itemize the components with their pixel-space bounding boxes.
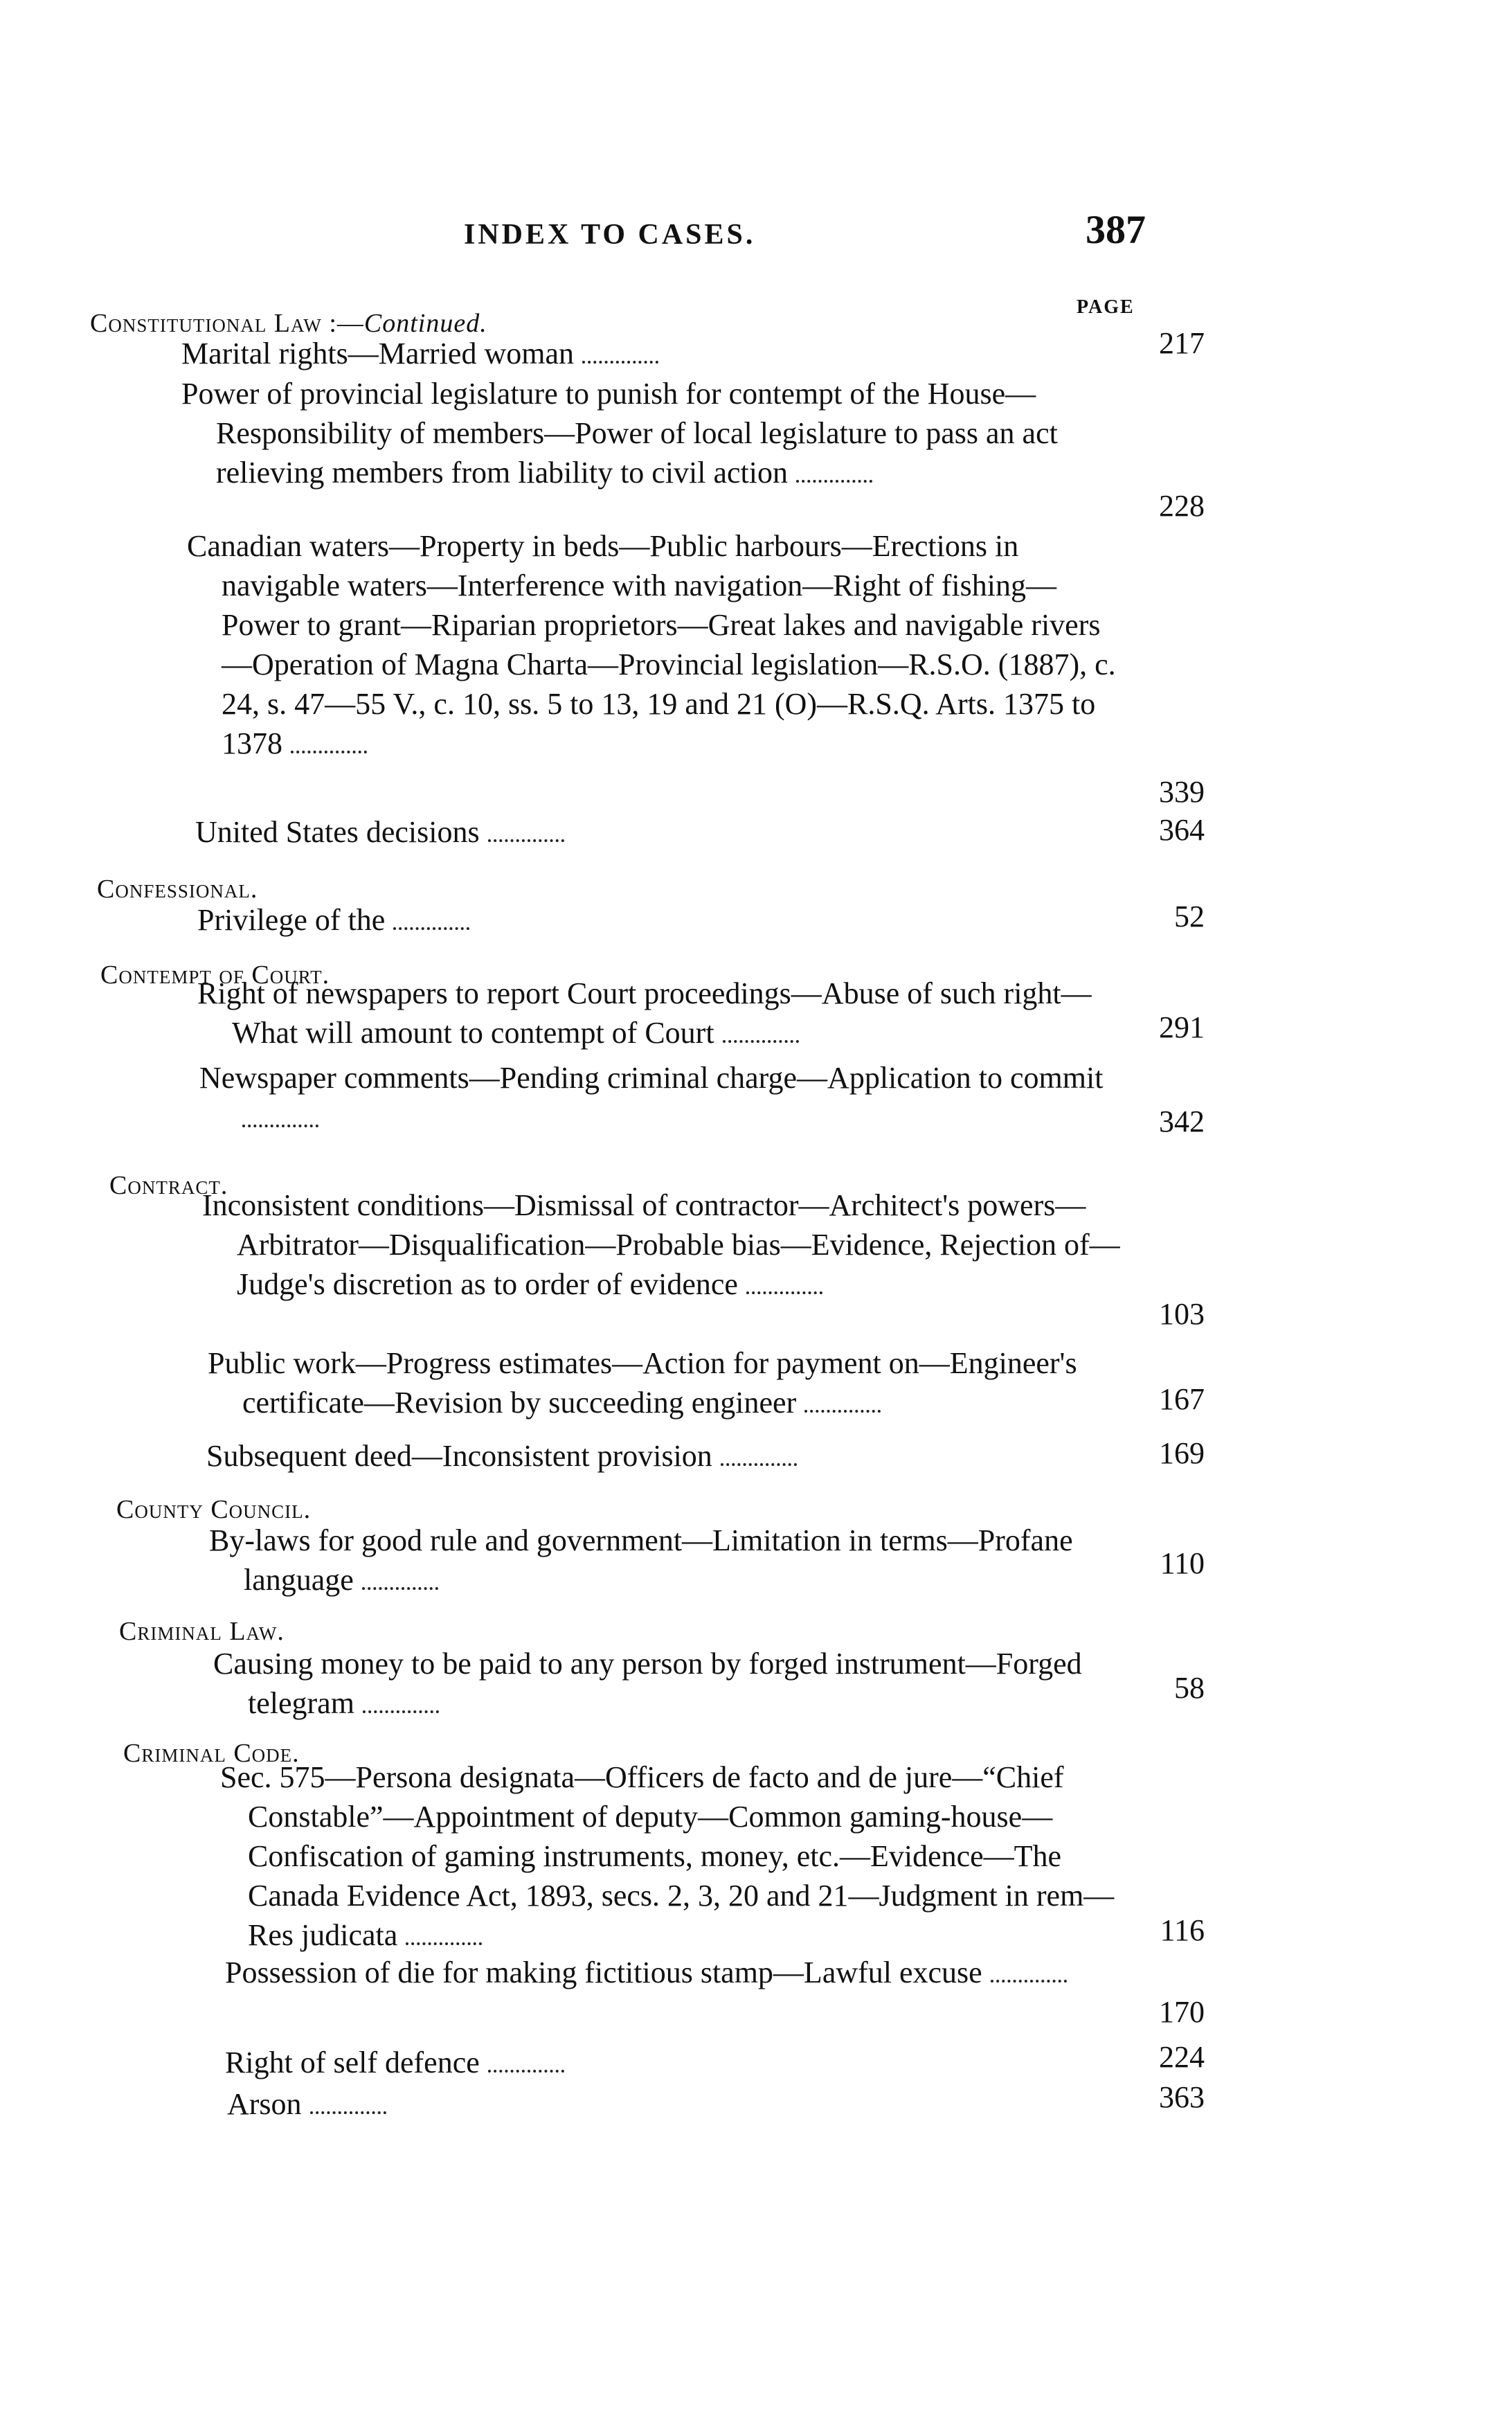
entry-text: Privilege of the (197, 903, 386, 937)
dot-leader (721, 1463, 797, 1466)
dot-leader (991, 1980, 1067, 1983)
index-entry (202, 1185, 1144, 1304)
index-entry (225, 2043, 1125, 2082)
entry-text: Causing money to be paid to any person by forged instrument—Forged telegram (213, 1647, 1082, 1720)
index-entry (181, 374, 1116, 492)
index-heading (119, 1616, 285, 1647)
entry-page-number: 110 (1160, 1546, 1205, 1580)
entry-text: Subsequent deed—Inconsistent provision (206, 1439, 712, 1473)
dot-leader (582, 361, 658, 364)
heading-continued: Continued. (363, 309, 487, 338)
index-entry (220, 1757, 1148, 1955)
index-entry (197, 974, 1132, 1053)
entry-page-number: 169 (1159, 1436, 1205, 1470)
entry-text: By-laws for good rule and government—Limitation in terms—Profane language (209, 1523, 1073, 1597)
heading-label: County Council. (116, 1495, 312, 1524)
entry-text: Right of newspapers to report Court proceedings—Abuse of such right—What will amount to contempt of Court (197, 976, 1092, 1050)
entry-page-number: 364 (1159, 813, 1205, 847)
dot-leader (242, 1125, 318, 1127)
entry-page-number: 167 (1159, 1382, 1205, 1416)
entry-text: Power of provincial legislature to punish for contempt of the House—Responsibility of members—Power of local legislature to pass an act relieving members from liability to civil action (181, 377, 1058, 490)
dot-leader (363, 1710, 439, 1713)
dot-leader (406, 1942, 482, 1945)
index-entry (227, 2084, 1127, 2124)
entry-page-number: 116 (1160, 1913, 1205, 1947)
entry-page-number: 224 (1159, 2040, 1205, 2074)
index-entry (209, 1521, 1144, 1600)
index-entry (195, 812, 1095, 852)
entry-text: Right of self defence (225, 2046, 480, 2079)
entry-page-number: 217 (1159, 326, 1205, 360)
index-entry (208, 1343, 1142, 1422)
entry-page-number: 339 (1159, 775, 1205, 809)
dot-leader (362, 1587, 438, 1590)
index-entry (199, 1058, 1134, 1137)
index-entry (213, 1644, 1148, 1723)
entry-text: Arson (227, 2087, 302, 2121)
entry-text: Public work—Progress estimates—Action for payment on—Engineer's certificate—Revision by succeeding engineer (208, 1346, 1077, 1420)
entry-page-number: 363 (1159, 2080, 1205, 2114)
heading-label: Contract. (109, 1171, 228, 1200)
dot-leader (723, 1040, 799, 1043)
entry-text: Possession of die for making fictitious stamp—Lawful excuse (225, 1956, 982, 1989)
heading-label: Confessional. (97, 875, 258, 904)
index-entry (197, 900, 1097, 940)
entry-page-number: 342 (1159, 1104, 1205, 1138)
dot-leader (488, 2070, 564, 2073)
entry-text: Canadian waters—Property in beds—Public harbours—Erections in navigable waters—Interference with navigation—Right of fishing—Power to grant—Riparian proprietors—Great lakes and navigable rivers—Operation of Magna Charta—Provincial legislation—R.S.O. (1887), c. 24, s. 47—55 V., c. 10, ss. 5 to 13, 19 and 21 (O)—R.S.Q. Arts. 1375 to 1378 (187, 529, 1116, 760)
dot-leader (393, 927, 469, 930)
entry-text: Newspaper comments—Pending criminal charge—Application to commit (199, 1061, 1104, 1095)
heading-label: Criminal Law. (119, 1617, 285, 1646)
heading-label: Criminal Code. (123, 1739, 300, 1768)
index-entry (181, 334, 1102, 373)
dot-leader (804, 1410, 881, 1413)
running-title: INDEX TO CASES. (464, 219, 756, 251)
dot-leader (746, 1291, 822, 1294)
page-number: 387 (1086, 207, 1146, 252)
index-entry (187, 526, 1122, 763)
entry-text: Marital rights—Married woman (181, 337, 574, 370)
heading-label: Contempt of Court. (100, 960, 330, 990)
entry-page-number: 58 (1174, 1671, 1205, 1705)
entry-page-number: 228 (1159, 489, 1205, 523)
entry-page-number: 291 (1159, 1010, 1205, 1044)
entry-page-number: 170 (1159, 1995, 1205, 2029)
dot-leader (488, 839, 564, 842)
heading-label: Constitutional Law :— (90, 309, 364, 338)
index-entry (225, 1953, 1125, 1992)
entry-text: United States decisions (195, 815, 480, 849)
entry-page-number: 103 (1159, 1297, 1205, 1331)
dot-leader (796, 480, 872, 483)
page-column-label: PAGE (1077, 296, 1135, 318)
entry-text: Sec. 575—Persona designata—Officers de facto and de jure—“Chief Constable”—Appointment of deputy—Common gaming-house—Confiscation of gaming instruments, money, etc.—Evidence—The Canada Evidence Act, 1893, secs. 2, 3, 20 and 21—Judgment in rem—Res judicata (220, 1760, 1115, 1952)
dot-leader (310, 2111, 386, 2114)
entry-page-number: 52 (1174, 900, 1205, 933)
index-entry (206, 1436, 1106, 1476)
entry-text: Inconsistent conditions—Dismissal of contractor—Architect's powers—Arbitrator—Disqualification—Probable bias—Evidence, Rejection of—Judge's discretion as to order of evidence (202, 1188, 1120, 1301)
dot-leader (291, 751, 367, 753)
